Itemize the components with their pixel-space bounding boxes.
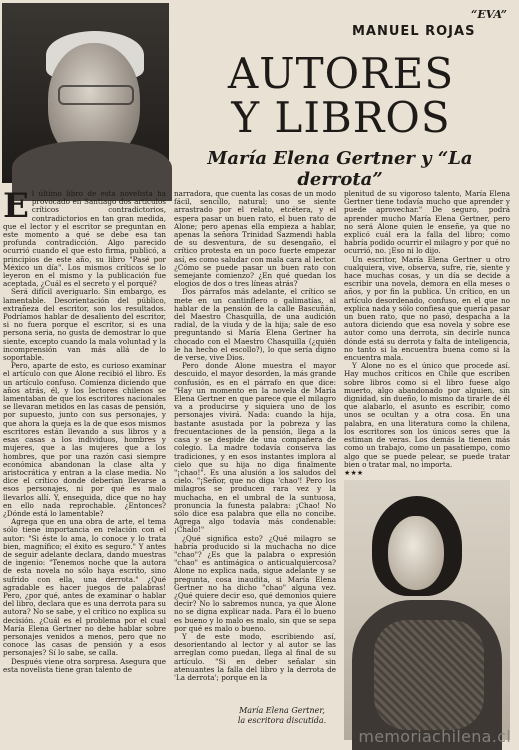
article-subtitle: María Elena Gertner y “La derrota” [207,148,473,190]
magazine-name: “EVA” [471,8,507,21]
paragraph: Después viene otra sorpresa. Asegura que esta novelista tiene gran talento de [3,656,166,674]
text-column-1 [3,186,166,740]
caption-line-1: María Elena Gertner, [239,706,325,715]
paragraph: Agrega que en una obra de arte, el tema sólo tiene importancia en relación con el autor: "Si éste lo ama, lo conoce y lo trata bien, magnífico; el éxito es seguro." Y antes de seguir adelante declara, dando muestras de ingenio: "Tenemos noche que la autora de esta novela no sólo haya escrito, sino sufrido con ella, una derrota." ¿Qué agradable es hacer juegos de palabras! Pero, ¿por qué, antes de examinar o hablar del libro, declara que es una derrota para su autora? No se sabe, y el crítico no explica su decisión. ¿Cuál es el problema por el cual María Elena Gertner no debe hablar sobre personajes venidos a menos, pero que no conoce las casas de pensión y a esos personajes? Sí lo sabe, se calla. [3,517,166,658]
paragraph: ¿Qué significa esto? ¿Qué milagro se habría producido si la muchacha no dice "chao"? ¿Es que la palabra o expresión "chao" es antimágica o anticualquiercosa? Alone no explica nada, sigue adelante y se pregunta, cosa inaudita, si María Elena Gertner no ha dicho "chao" alguna vez. ¿Qué quiere decir eso, qué demonios quiere decir? No lo sabremos nunca, ya que Alone no se digna explicar nada. Para él lo bueno es bueno y lo malo es malo, sin que se sepa por qué es malo o bueno. [174,533,336,633]
end-mark: ★★★ [344,467,364,477]
paragraph: Y de este modo, escribiendo así, desorientando al lector y al autor se las arreglan como puedan, llega al final de su artículo. "Si en deber señalar sin atenuantes la falla del libro y la derrota de 'La derrota'; porque en la [174,631,336,682]
archive-watermark: memoriachilena.cl [358,727,511,746]
title-line-1: AUTORES [227,49,455,98]
paragraph: l último libro de esta novelista ha provocado en Santiago dos artículos críticos contradictorios, contradictorios en tan gran medida, que el lector y el escritor se preguntan en este momento a qué se debe esa tan profunda contradicción. Algo parecido ocurrió cuando el que esto firma, publicó, a principios de este año, su libro "Pasé por México un día". Los mismos críticos se lo leyeron en el mismo y la publicación fue aceptada, ¿Cuál es el secreto y el porqué? [3,189,166,289]
text-column-3 [344,189,510,477]
author-byline: MANUEL ROJAS [352,24,476,39]
paragraph: Un escritor, María Elena Gertner u otro cualquiera, vive, observa, sufre, ríe, siente y hace muchas cosas, y un día se decide a escribir una novela, demora en ella meses o años, y por fin la publica. Un crítico, en un artículo desordenado, confuso, en el que no explica nada y sólo confiesa que quería pasar un buen rato, que no pasó, despacha a la autora diciendo que esa novela y sobre ese autor como una derrota, sin decirle nunca dónde está su derrota y falta de inteligencia, no tanto si la encuentra buena como si la encuentra mala. [344,254,510,363]
paragraph: narradora, que cuenta las cosas de un modo fácil, sencillo, natural; uno se siente arrastrado por el relato, etcétera, y el espera pasar un buen rato, el buen rato de Alone; pero apenas ella empieza a hablar, apenas la señora Trinidad Sazmendi habla de su desventura, de su desengaño, el crítico protesta en un poco fuerte empezar así, es como saludar con mala cara al lector. ¿Cómo se puede pasar un buen rato con semejante comienzo? ¿En qué quedan los elogios de dos o tres líneas atrás? [174,189,336,289]
drop-cap: E [3,186,29,226]
paragraph: Será difícil averiguarlo. Sin embargo, es lamentable. Desorientación del público, extrañeza del escritor, son los resultados. Podríamos hablar de desaliento del escritor, si no fuera porque el escritor, si es una persona seria, no gusta de demostrar lo que siente, excepto cuando la mala voluntad y la incomprensión van más allá de lo soportable. [3,287,166,363]
article-title [176,49,506,142]
paragraph: Pero, aparte de esto, es curioso examinar el artículo con que Alone recibió el libro. Es un artículo confuso. Comienza diciendo que años atrás, él, y los lectores chilenos se lamentaban de que los escritores nacionales se llevaran metidos en las casas de pensión, por supuesto, junto con sus personajes, y que ahora la queja es la de que esos mismos escritores están llevando a sus libros y a esas casas a los individuos, hombres y mujeres, que a las mujeres que a los hombres, que por una razón casi siempre económica abandonan la clase alta y aristocrática y entran a la clase media. No dice el crítico donde deberían llevarse a esos personajes, ni por qué es malo llevarlos allí. Y, enseguida, dice que no hay en ello nada reprochable. ¿Entonces? ¿Dónde está lo lamentable? [3,361,166,518]
caption-line-2: la escritora discutida. [237,716,327,725]
text-column-2 [174,190,336,740]
title-line-2: Y LIBROS [231,93,451,142]
paragraph: Dos párrafos más adelante, el crítico se mete en un cantinflero o galimatías, al hablar de la pensión de la calle Bascuñán, del Maestro Chasquilla, de una audición radial, de la viuda y de la hija; sale de eso preguntando si María Elena Gertner ha chocado con el Maestro Chasquilla (¿quién le ha hecho el escollo?), lo que sería digno de verse, vive Dios. [174,287,336,363]
author-portrait-photo [2,3,169,183]
photo-caption [222,706,342,726]
paragraph: Pero donde Alone muestra el mayor descuido, el mayor desorden, la más grande confusión, es en el párrafo en que dice: "Hay un momento en la novela de María Elena Gertner en que parece que el milagro va a producirse y siquiera uno de los personajes vivirá. Nada: cuando la hija, bastante asustada por la pobreza y las frecuentaciones de la pensión, llega a la casa y se despide de una compañera de colegio. La madre todavía conserva las tradiciones, y en esos instantes implora al cielo que su hija no diga finalmente "¡chao!". Es una alusión a los saludos del cielo. "¡Señor, que no diga 'chao'! Pero los milagros se producen rara vez y la muchacha, en el umbral de la suntuosa, pronuncia la funesta palabra: ¡Chao! No sólo dice esa palabra que ella no concibe. Agrega algo todavía más condenable: ¡Chalo!" [174,361,336,535]
author-gertner-photo [344,480,510,740]
paragraph: Y Alone no es el único que procede así. Hay muchos críticos en Chile que escriben sobre libros como si el libro fuese algo muerto, algo abandonado por alguien, sin dignidad, sin dueño, lo mismo da tirarle de él que alabarlo, el asunto es escribir, como unos se ocultan y a otra cosa. En una palabra, en una literatura como la chilena, los escritores son los únicos seres que la estiman de veras. Los demás la tienen más como un trabajo, como un pasatiempo, como algo que se puede pelear, se puede tratar bien o tratar mal, no importa. [344,361,510,469]
paragraph: plenitud de su vigoroso talento, María Elena Gertner tiene todavía mucho que aprender y puede aprovechar." De seguro, podrá aprender mucho María Elena Gertner, pero no será Alone quien le enseñe, ya que no explicó cuál era la falla del libro; como habría podido ocurrir el milagro y por qué no ocurrió, no. ¡Eso ni lo dijo. [344,189,510,256]
